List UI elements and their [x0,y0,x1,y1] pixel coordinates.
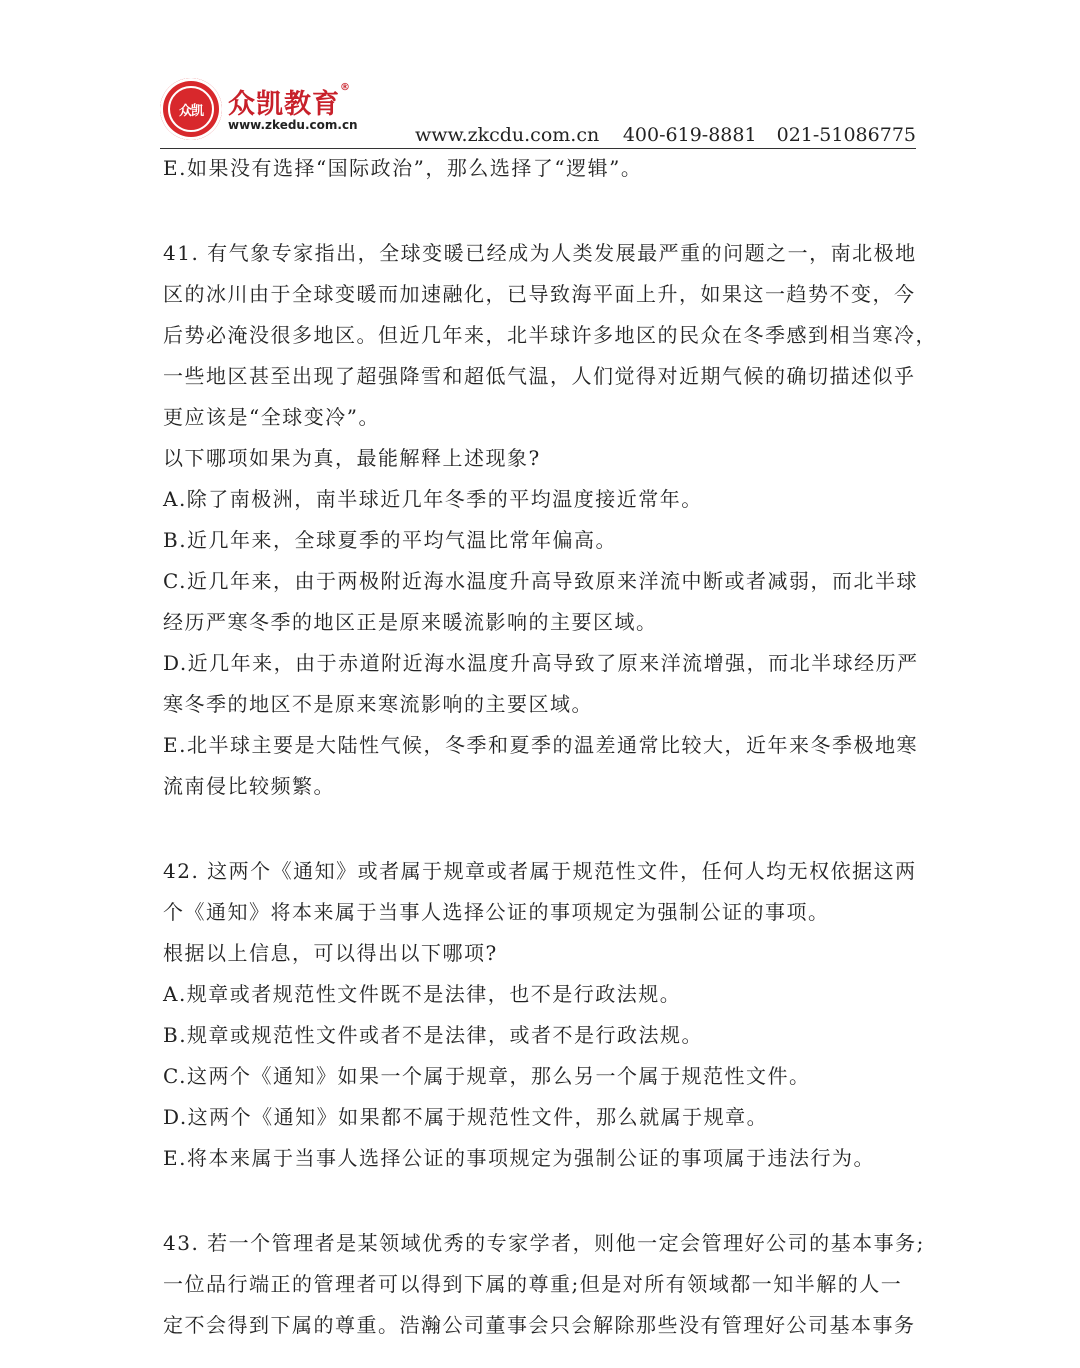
question-41-option-b: B.近几年来，全球夏季的平均气温比常年偏高。 [163,528,618,552]
question-43-line: 定不会得到下属的尊重。浩瀚公司董事会只会解除那些没有管理好公司基本事务 [163,1313,916,1337]
paragraph-gap [163,1179,919,1223]
paragraph-gap [163,189,919,233]
question-41-option-c: C.近几年来，由于两极附近海水温度升高导致原来洋流中断或者减弱，而北半球 [163,569,918,593]
question-42 [163,851,919,1179]
question-41-option-a: A.除了南极洲，南半球近几年冬季的平均温度接近常年。 [163,487,703,511]
question-42-line: 42. 这两个《通知》或者属于规章或者属于规范性文件，任何人均无权依据这两 [163,859,917,883]
header-website: www.zkcdu.com.cn [415,124,600,146]
logo-url: www.zkedu.com.cn [228,118,358,132]
registered-mark: ® [340,82,351,93]
question-42-line: 个《通知》将本来属于当事人选择公证的事项规定为强制公证的事项。 [163,900,830,924]
logo-name [228,82,351,121]
question-43 [163,1223,925,1346]
question-42-option-b: B.规章或规范性文件或者不是法律，或者不是行政法规。 [163,1023,704,1047]
question-41-option-e: E.北半球主要是大陆性气候，冬季和夏季的温差通常比较大，近年来冬季极地寒 [163,733,918,757]
question-42-option-a: A.规章或者规范性文件既不是法律，也不是行政法规。 [163,982,682,1006]
question-41 [163,233,937,807]
question-41-option-c: 经历严寒冬季的地区正是原来暖流影响的主要区域。 [163,610,658,634]
logo-emblem [160,78,222,140]
question-41-option-e: 流南侵比较频繁。 [163,774,335,798]
header-phone-numbers: 400-619-8881 021-51086775 [622,124,916,146]
question-42-option-d: D.这两个《通知》如果都不属于规范性文件，那么就属于规章。 [163,1105,769,1129]
option-e-previous: E.如果没有选择“国际政治”，那么选择了“逻辑”。 [163,156,643,180]
question-41-option-d: D.近几年来，由于赤道附近海水温度升高导致了原来洋流增强，而北半球经历严 [163,651,919,675]
page-header [160,78,916,148]
question-42-option-e: E.将本来属于当事人选择公证的事项规定为强制公证的事项属于违法行为。 [163,1146,875,1170]
question-41-line: 一些地区甚至出现了超强降雪和超低气温，人们觉得对近期气候的确切描述似乎 [163,364,916,388]
question-41-line: 后势必淹没很多地区。但近几年来，北半球许多地区的民众在冬季感到相当寒冷， [163,323,937,347]
question-41-option-d: 寒冬季的地区不是原来寒流影响的主要区域。 [163,692,593,716]
question-41-line: 41. 有气象专家指出，全球变暖已经成为人类发展最严重的问题之一，南北极地 [163,241,917,265]
logo-name-text: 众凯教育 [228,89,340,120]
question-41-line: 区的冰川由于全球变暖而加速融化，已导致海平面上升，如果这一趋势不变，今 [163,282,916,306]
question-43-line: 43. 若一个管理者是某领域优秀的专家学者，则他一定会管理好公司的基本事务; [163,1231,925,1255]
question-42-option-c: C.这两个《通知》如果一个属于规章，那么另一个属于规范性文件。 [163,1064,811,1088]
paragraph-gap [163,807,919,851]
document-body [163,148,937,1346]
question-42-prompt: 根据以上信息，可以得出以下哪项? [163,941,498,965]
question-41-line: 更应该是“全球变冷”。 [163,405,380,429]
question-43-line: 一位品行端正的管理者可以得到下属的尊重;但是对所有领域都一知半解的人一 [163,1272,903,1296]
logo-emblem-text: 众凯 [168,86,214,132]
question-41-prompt: 以下哪项如果为真，最能解释上述现象? [163,446,541,470]
